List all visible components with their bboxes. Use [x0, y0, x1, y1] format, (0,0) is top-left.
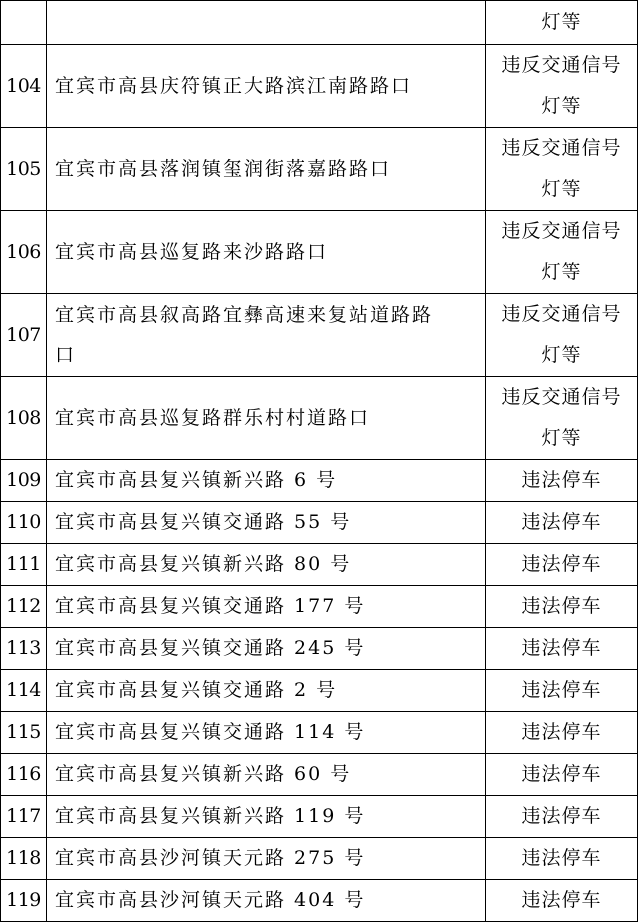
- row-address: 宜宾市高县复兴镇交通路 177 号: [47, 586, 486, 628]
- violation-line-1: 违反交通信号: [501, 303, 622, 325]
- table-row: [1, 128, 638, 211]
- row-number: 105: [1, 128, 47, 211]
- row-address: 宜宾市高县复兴镇新兴路 60 号: [47, 754, 486, 796]
- table-row: [1, 838, 638, 880]
- row-address: 宜宾市高县复兴镇新兴路 80 号: [47, 544, 486, 586]
- row-violation: 违法停车: [486, 628, 638, 670]
- row-number: 113: [1, 628, 47, 670]
- row-violation: [486, 128, 638, 211]
- violation-line-2: 灯等: [541, 261, 582, 283]
- table-row: [1, 796, 638, 838]
- row-violation: 违法停车: [486, 586, 638, 628]
- violation-line-2: 灯等: [541, 178, 582, 200]
- row-violation: [486, 211, 638, 294]
- row-address: 宜宾市高县沙河镇天元路 404 号: [47, 880, 486, 922]
- row-violation: 违法停车: [486, 712, 638, 754]
- row-address: 宜宾市高县复兴镇交通路 55 号: [47, 502, 486, 544]
- table-row: [1, 544, 638, 586]
- violation-line-1: 违反交通信号: [501, 386, 622, 408]
- table-row: [1, 294, 638, 377]
- row-violation: 违法停车: [486, 838, 638, 880]
- violation-line-2: 灯等: [541, 344, 582, 366]
- address-line-1: 宜宾市高县叙高路宜彝高速来复站道路路: [55, 304, 434, 326]
- row-number: 107: [1, 294, 47, 377]
- table-row: [1, 1, 638, 45]
- row-violation: 灯等: [486, 1, 638, 45]
- row-address: [47, 294, 486, 377]
- row-number: 116: [1, 754, 47, 796]
- row-number: 112: [1, 586, 47, 628]
- row-address: 宜宾市高县复兴镇新兴路 6 号: [47, 460, 486, 502]
- row-address: 宜宾市高县庆符镇正大路滨江南路路口: [47, 45, 486, 128]
- row-violation: [486, 377, 638, 460]
- row-number: 115: [1, 712, 47, 754]
- row-violation: 违法停车: [486, 796, 638, 838]
- table-row: [1, 45, 638, 128]
- row-number: 114: [1, 670, 47, 712]
- violation-line-1: 违反交通信号: [501, 137, 622, 159]
- row-address: 宜宾市高县复兴镇交通路 2 号: [47, 670, 486, 712]
- row-violation: 违法停车: [486, 544, 638, 586]
- row-violation: 违法停车: [486, 754, 638, 796]
- row-number: 108: [1, 377, 47, 460]
- row-number: 111: [1, 544, 47, 586]
- row-number: [1, 1, 47, 45]
- table-row: [1, 377, 638, 460]
- address-line-2: 口: [55, 344, 77, 366]
- violation-line-1: 违反交通信号: [501, 54, 622, 76]
- row-address: [47, 1, 486, 45]
- row-address: 宜宾市高县落润镇玺润街落嘉路路口: [47, 128, 486, 211]
- row-number: 119: [1, 880, 47, 922]
- violation-line-2: 灯等: [541, 95, 582, 117]
- row-address: 宜宾市高县复兴镇交通路 245 号: [47, 628, 486, 670]
- row-address: 宜宾市高县沙河镇天元路 275 号: [47, 838, 486, 880]
- row-address: 宜宾市高县巡复路群乐村村道路口: [47, 377, 486, 460]
- violation-line-2: 灯等: [541, 427, 582, 449]
- row-violation: [486, 294, 638, 377]
- table-row: [1, 628, 638, 670]
- table-row: [1, 502, 638, 544]
- table-row: [1, 460, 638, 502]
- row-address: 宜宾市高县巡复路来沙路路口: [47, 211, 486, 294]
- row-number: 104: [1, 45, 47, 128]
- row-violation: 违法停车: [486, 670, 638, 712]
- row-violation: [486, 45, 638, 128]
- table-row: [1, 754, 638, 796]
- row-violation: 违法停车: [486, 460, 638, 502]
- table-row: [1, 211, 638, 294]
- row-number: 106: [1, 211, 47, 294]
- row-number: 110: [1, 502, 47, 544]
- table-row: [1, 712, 638, 754]
- violation-line-1: 违反交通信号: [501, 220, 622, 242]
- row-address: 宜宾市高县复兴镇新兴路 119 号: [47, 796, 486, 838]
- table-row: [1, 670, 638, 712]
- row-number: 117: [1, 796, 47, 838]
- table-row: [1, 880, 638, 922]
- row-violation: 违法停车: [486, 502, 638, 544]
- row-number: 109: [1, 460, 47, 502]
- row-address: 宜宾市高县复兴镇交通路 114 号: [47, 712, 486, 754]
- table-row: [1, 586, 638, 628]
- row-violation: 违法停车: [486, 880, 638, 922]
- row-number: 118: [1, 838, 47, 880]
